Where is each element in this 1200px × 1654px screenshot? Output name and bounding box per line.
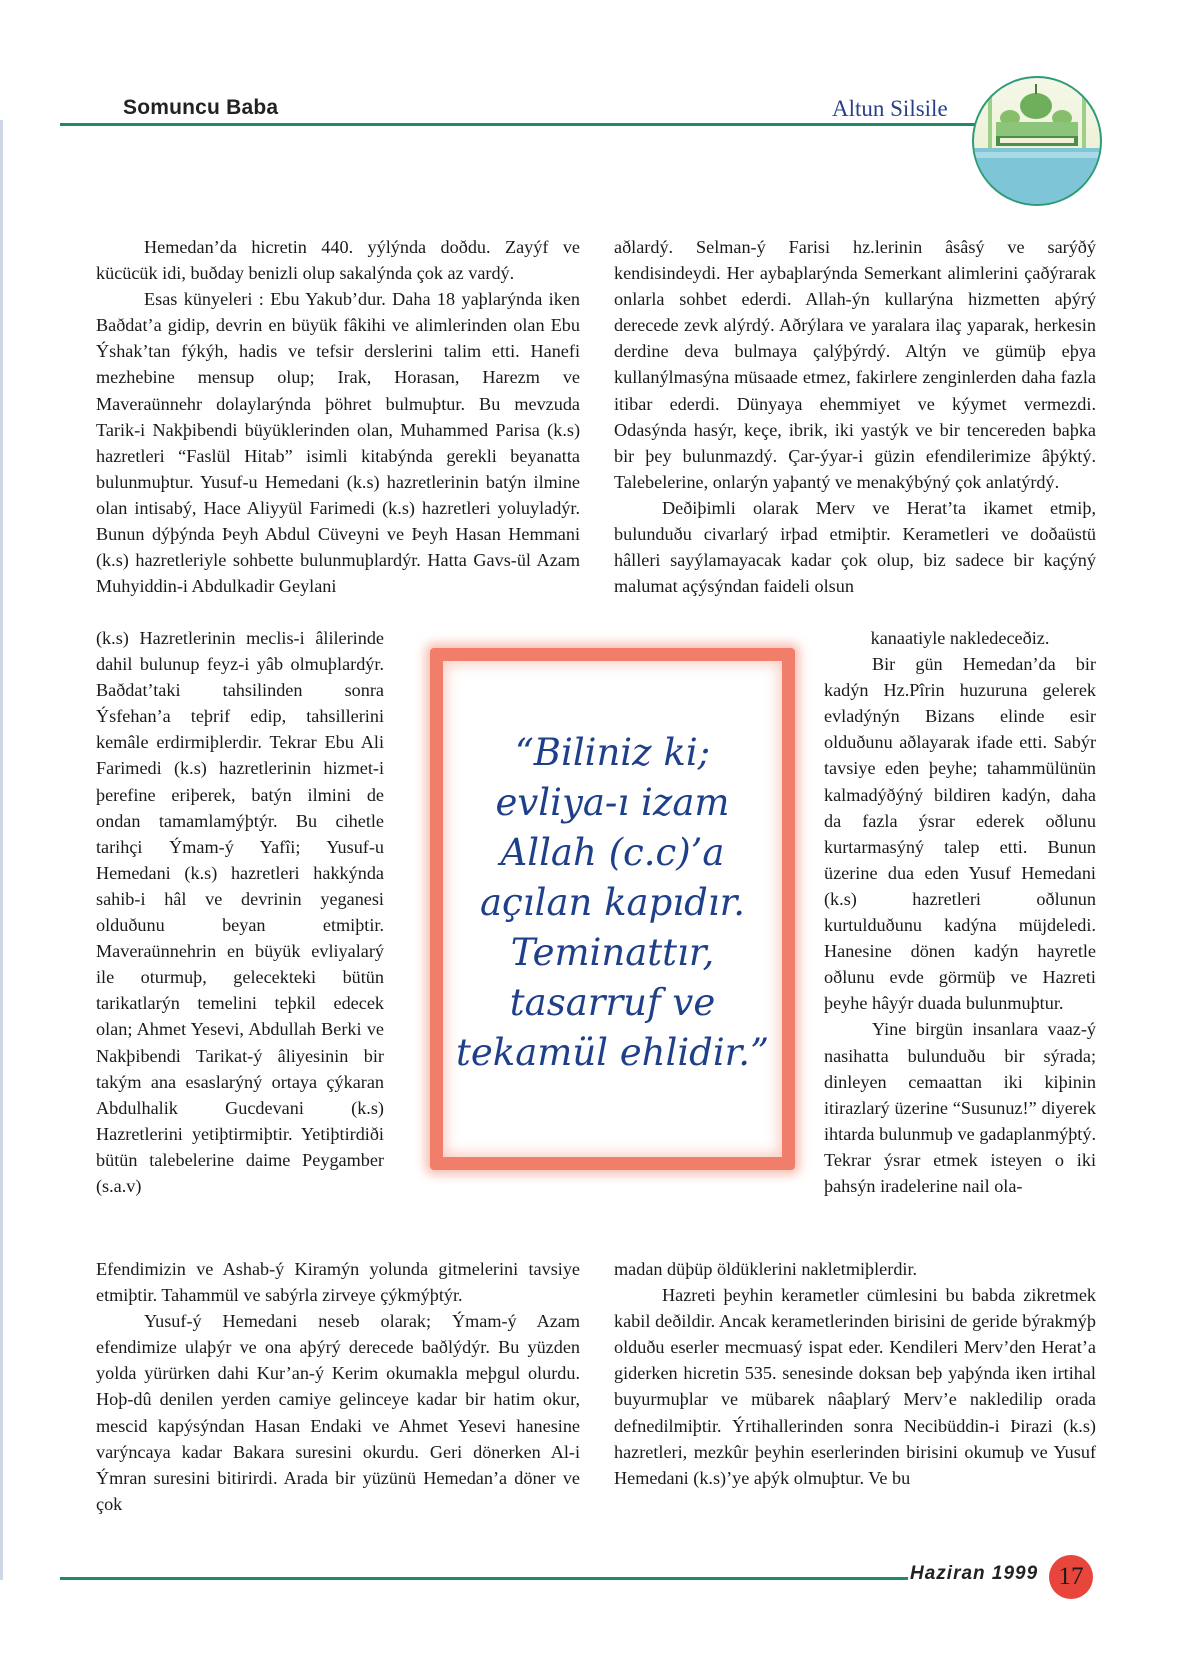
paragraph: Esas künyeleri : Ebu Yakub’dur. Daha 18 yaþlarýnda iken Baðdat’a gidip, devrin en büyük fâkihi ve alimlerinden olan Ebu Ýshak’tan fýkýh, hadis ve tefsir derslerini talim etti. Hanefi mezhebine mensup olup; Irak, Horasan, Harezm ve Maveraünnehr dolaylarýnda þöhret bulmuþtur. Bu mevzuda Tarik-i Nakþibendi büyüklerinden olan, Muhammed Parisa (k.s) hazretleri “Faslül Hitab” isimli kitabýnda gerekli beyanatta bulunmuþtur. Yusuf-u Hemedani (k.s) hazretlerinin batýn ilmine olan intisabý, Hace Aliyyül Farimedi (k.s) hazretleri yoluyladýr. Bunun dýþýnda Þeyh Abdul Cüveyni ve Þeyh Hasan Hemmani (k.s) hazretleriyle sohbette bulunmuþlardýr. Hatta Gavs-ül Azam Muhyiddin-i Abdulkadir Geylani [96, 289, 580, 597]
footer-rule [60, 1577, 908, 1580]
paragraph: Hemedan’da hicretin 440. yýlýnda doðdu. Zayýf ve kücücük idi, buðday benizli olup sakalýnda çok az vardý. [96, 237, 580, 284]
paragraph: Deðiþimli olarak Merv ve Herat’ta ikamet etmiþ, bulunduðu civarlarý irþad etmiþtir. Kerametleri ve doðaüstü hâlleri sayýlamayacak kadar çok olup, biz sadece bir kaçýný malumat açýsýndan faideli olsun [614, 497, 1096, 597]
paragraph: Bir gün Hemedan’da bir kadýn Hz.Pîrin huzuruna gelerek evladýnýn Bizans elinde esir olduðunu aðlayarak ifade etti. Sabýr tavsiye eden þeyhe; tahammülünün kalmadýðýný bildiren kadýn, daha da fazla ýsrar ederek oðlunu kurtarmasýný talep etti. Bunun üzerine dua eden Yusuf Hemedani (k.s) hazretleri oðlunun kurtulduðunu kadýna müjdeledi. Hanesine dönen kadýn hayretle oðlunu evde görmüþ ve Hazreti þeyhe hâyýr duada bulunmuþtur. [824, 654, 1096, 1014]
pull-quote-box [430, 648, 795, 1170]
right-column-bottom [614, 1256, 1096, 1491]
paragraph: Yusuf-ý Hemedani neseb olarak; Ýmam-ý Azam efendimize ulaþýr ve ona aþýrý derecede baðlýdýr. Bu yüzden yolda yürürken dahi Kur’an-ý Kerim okumakla meþgul olurdu. Hoþ-dû denilen yerden camiye gelinceye kadar bir hatim okur, mescid kapýsýndan Hasan Endaki ve Ahmet Yesevi hanesine varýncaya kadar Bakara suresini okurdu. Geri dönerken Al-i Ýmran suresini bitirirdi. Arada bir yüzünü Hemedan’a döner ve çok [96, 1311, 580, 1514]
paragraph: madan düþüp öldüklerini nakletmiþlerdir. [614, 1259, 918, 1279]
paragraph: Hazreti þeyhin kerametler cümlesini bu babda zikretmek kabil deðildir. Ancak kerametlerinden birisini de geride býrakmýþ olduðu eserler mecmuasý ispat eder. Kendileri Merv’den Herat’a giderken hicretin 535. senesinde doksan beþ yaþýnda iken irtihal buyurmuþlar ve mübarek nâaþlarý Merv’e nakledilip orada defnedilmiþtir. Ýrtihallerinden sonra Necibüddin-i Þirazi (k.s) hazretleri, mezkûr þeyhin eserlerinden birisini okumuþ ve Yusuf Hemedani (k.s)’ye aþýk olmuþtur. Ve bu [614, 1285, 1096, 1488]
issue-date: Haziran 1999 [910, 1563, 1039, 1584]
section-title: Altun Silsile [832, 96, 948, 121]
left-column-top [96, 234, 580, 599]
header-rule [60, 123, 975, 126]
left-column-wrap [96, 625, 384, 1199]
right-column-top [614, 234, 1096, 599]
left-column-bottom [96, 1256, 580, 1517]
page-edge [0, 120, 3, 1580]
mosque-illustration-icon [972, 76, 1102, 206]
paragraph: Efendimizin ve Ashab-ý Kiramýn yolunda gitmelerini tavsiye etmiþtir. Tahammül ve sabýrla zirveye çýkmýþtýr. [96, 1259, 580, 1306]
magazine-title: Somuncu Baba [123, 96, 279, 119]
page-number: 17 [1049, 1555, 1093, 1599]
pull-quote-text: “Biliniz ki; evliya-ı izam Allah (c.c)’a açılan kapıdır. Teminattır, tasarruf ve tekamül ehlidir.” [456, 731, 769, 1074]
paragraph: kanaatiyle nakledeceðiz. [870, 628, 1050, 648]
paragraph: (k.s) Hazretlerinin meclis-i âlilerinde dahil bulunup feyz-i yâb olmuþlardýr. Baðdat’taki tahsilinden sonra Ýsfehan’a teþrif edip, tahsillerini kemâle erdirmiþlerdir. Tekrar Ebu Ali Farimedi (k.s) hazretlerinin hizmet-i þerefine eriþerek, batýn ilmini de ondan tamamlamýþtýr. Bu cihetle tarihçi Ýmam-ý Yafîi; Yusuf-u Hemedani (k.s) hazretleri hakkýnda sahib-i hâl ve devrinin yeganesi olduðunu beyan etmiþtir. Maveraünnehrin en büyük evliyalarý ile oturmuþ, gelecekteki bütün tarikatlarýn temelini teþkil edecek olan; Ahmet Yesevi, Abdullah Berki ve Nakþibendi Tarikat-ý âliyesinin bir takým ana esaslarýný ortaya çýkaran Abdulhalik Gucdevani (k.s) Hazretlerini yetiþtirmiþtir. Yetiþtirdiði bütün talebelerine daime Peygamber (s.a.v) [96, 628, 384, 1196]
right-column-wrap [824, 625, 1096, 1199]
paragraph: aðlardý. Selman-ý Farisi hz.lerinin âsâsý ve sarýðý kendisindeydi. Her aybaþlarýnda Semerkant alimlerini çaðýrarak onlarla sohbet ederdi. Allah-ýn kullarýna hizmetten aþýrý derecede zevk alýrdý. Aðrýlara ve yaralara ilaç yaparak, herkesin derdine deva bulmaya çalýþýrdý. Altýn ve gümüþ eþya kullanýlmasýna müsaade etmez, fakirlere zenginlerden daha fazla itibar ederdi. Dünyaya ehemmiyet ve kýymet vermezdi. Odasýnda hasýr, keçe, ibrik, iki yastýk ve bir tencereden baþka bir þey bulunmazdý. Çar-ýyar-i güzin efendilerimize âþýktý. Talebelerine, onlarýn yaþantý ve menakýbýný çok anlatýrdý. [614, 237, 1096, 492]
paragraph: Yine birgün insanlara vaaz-ý nasihatta bulunduðu bir sýrada; dinleyen cemaattan iki kiþinin itirazlarý üzerine “Susunuz!” diyerek ihtarda bulunmuþ ve gadaplanmýþtý. Tekrar ýsrar etmek isteyen o iki þahsýn iradelerine nail ola- [824, 1019, 1096, 1196]
